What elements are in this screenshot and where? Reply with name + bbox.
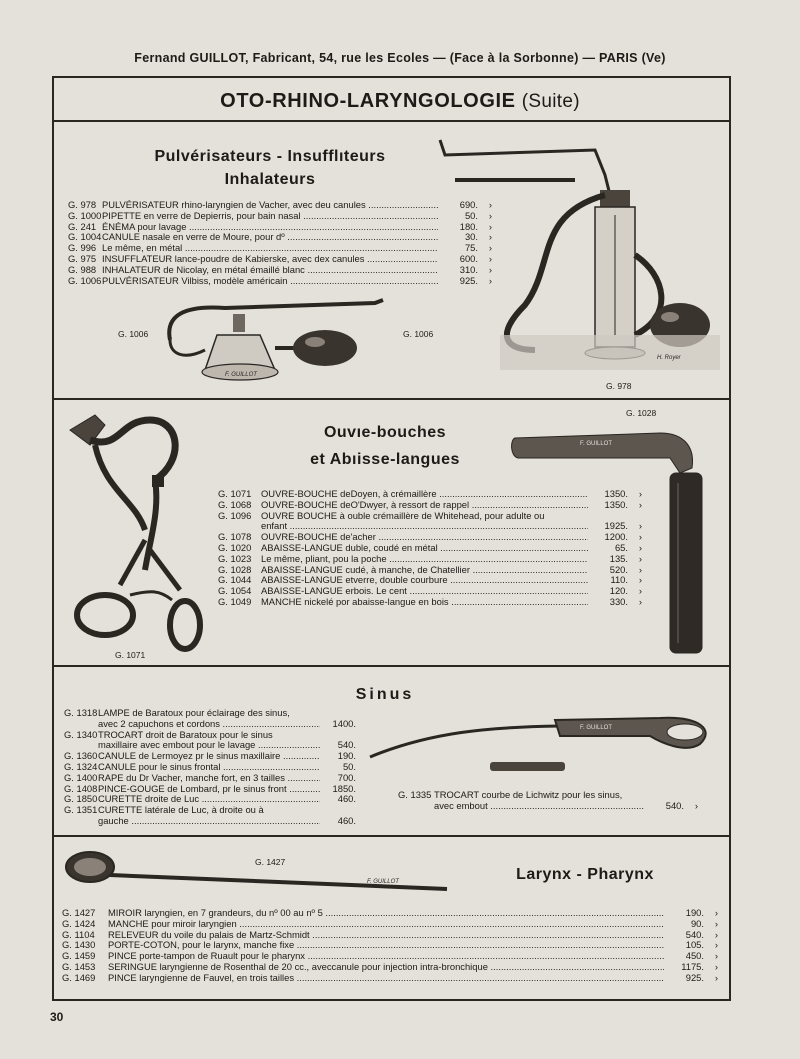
list-item: G. 1078 OUVRE-BOUCHE de'acher ..... 1200. › [218,532,642,543]
divider [52,835,731,837]
list-item: G. 1023 Le même, pliant, pou la poche ..... 135. › [218,554,642,565]
list-item: gauche ..... 460. [64,816,356,827]
mirror-illustration [62,845,452,895]
list-item: G. 1096 OUVRE BOUCHE à ouble crémaillère de Whitehead, pour adulte ou [218,509,545,521]
larynx-list [62,908,718,984]
list-item: G. 1430 PORTE-COTON, pour le larynx, manche fixe ..... 105. › [62,940,718,951]
list-item: G. 1424 MANCHE pour miroir laryngien ..... 90. › [62,919,718,930]
list-item: G. 1054 ABAISSE-LANGUE erbois. Le cent ..... 120. › [218,586,642,597]
trocart-entry [398,790,698,812]
figure-label: G. 1071 [115,650,146,660]
list-item: G. 975 INSUFFLATEUR lance-poudre de Kabierske, avec dex canules ..... 600. › [68,254,492,265]
section-title-larynx: Larynx - Pharynx [516,866,654,883]
list-item: G. 1068 OUVRE-BOUCHE deO'Dwyer, à ressort de rappel ..... 1350. › [218,500,642,511]
list-item: G. 1850 CURETTE droite de Luc ..... 460. [64,794,356,805]
list-item: G. 1006 PULVÉRISATEUR Vilbiss, modèle américain ..... 925. › [68,276,492,287]
list-item: G. 1469 PINCE laryngienne de Fauvel, en trois tailles ..... 925. › [62,973,718,984]
divider [52,665,731,667]
list-item: G. 1408 PINCE-GOUGE de Lombard, pr le sinus front ..... 1850. [64,784,356,795]
list-item: G. 1071 OUVRE-BOUCHE deDoyen, à crémaillère ..... 1350. › [218,489,642,500]
list-item: avec 2 capuchons et cordons ..... 1400. [64,719,356,730]
brand-mark: F. GUILLOT [580,725,613,731]
list-item: G. 1335 TROCART courbe de Lichwitz pour les sinus, [398,789,623,800]
list-item: G. 1028 ABAISSE-LANGUE cudé, à manche, de Chatellier ..... 520. › [218,565,642,576]
list-item: G. 1459 PINCE porte-tampon de Ruault pour le pharynx ..... 450. › [62,951,718,962]
list-item: maxillaire avec embout pour le lavage ..... 540. [64,740,356,751]
page-title-main: OTO-RHINO-LARYNGOLOGIE [220,90,516,112]
figure-label: G. 1427 [255,857,286,867]
sprayer-illustration [165,300,385,385]
list-item: G. 241 ÉNÉMA pour lavage ..... 180. › [68,222,492,233]
list-item: G. 1340 TROCART droit de Baratoux pour le sinus [64,728,273,740]
sinus-list [64,708,356,827]
list-item: avec embout ..... 540. › [398,801,698,812]
list-item: G. 1049 MANCHE nickelé por abaisse-langue en bois ..... 330. › [218,597,642,608]
list-item: G. 1453 SERINGUE laryngienne de Rosenthal de 20 cc., aveccanule pour injection intra-bronchique ..... 1175. › [62,962,718,973]
figure-label: G. 1028 [626,408,657,418]
list-item: G. 1351 CURETTE latérale de Luc, à droite ou à [64,804,264,816]
list-item: G. 988 INHALATEUR de Nicolay, en métal émaillé blanc ..... 310. › [68,265,492,276]
list-item: G. 1004 CANULE nasale en verre de Moure, pour dº ..... 30. › [68,232,492,243]
figure-label: G. 978 [606,381,632,391]
trocart-illustration [370,712,720,787]
divider [52,120,731,122]
list-item: G. 1360 CANULE de Lermoyez pr le sinus maxillaire ..... 190. [64,751,356,762]
list-item: G. 1400 RAPE du Dr Vacher, manche fort, en 3 tailles ..... 700. [64,773,356,784]
section-title-pulverisateurs [115,148,425,189]
list-item: G. 1318 LAMPE de Baratoux pour éclairage des sinus, [64,707,290,718]
section-title-ouvre-bouches [260,424,510,469]
list-item: G. 1020 ABAISSE-LANGUE duble, coudé en métal ..... 65. › [218,543,642,554]
section-title-line: et Abıisse-langues [310,451,460,468]
figure-label: G. 1006 [403,329,434,339]
brand-mark: F. GUILLOT [580,441,613,447]
brand-mark: F. GUILLOT [367,879,399,885]
pulverisateurs-list [68,200,492,286]
list-item: G. 1324 CANULE pour le sinus frontal ..... 50. [64,762,356,773]
list-item: enfant ..... 1925. › [218,521,642,532]
inhalateur-illustration [435,135,725,375]
section-title-line: Pulvérisateurs - Insufflıteurs [154,148,386,165]
page-title [0,90,800,113]
page-header: Fernand GUILLOT, Fabricant, 54, rue les Ecoles — (Face à la Sorbonne) — PARIS (Ve) [134,51,666,65]
mouth-gag-illustration [60,410,220,655]
list-item: G. 1000 PIPETTE en verre de Depierris, pour bain nasal ..... 50. › [68,211,492,222]
list-item: G. 1427 MIROIR laryngien, en 7 grandeurs, du nº 00 au nº 5 ..... 190. › [62,908,718,919]
list-item: G. 996 Le même, en métal ..... 75. › [68,243,492,254]
section-title-sinus: Sinus [355,686,415,703]
list-item: G. 1044 ABAISSE-LANGUE etverre, double courbure ..... 110. › [218,575,642,586]
ouvre-bouches-list [218,489,642,608]
figure-label: G. 1006 [118,329,149,339]
divider [52,398,731,400]
signature: H. Royer [657,355,681,361]
section-title-line: Inhalateurs [224,171,316,188]
list-item: G. 978 PULVÉRISATEUR rhino-laryngien de Vacher, avec deu canules ..... 690. › [68,200,492,211]
page-number: 30 [50,1010,64,1024]
page-title-sub: (Suite) [521,91,580,112]
list-item: G. 1104 RELEVEUR du voile du palais de Martz-Schmidt ..... 540. › [62,930,718,941]
brand-mark: F. GUILLOT [225,372,257,378]
section-title-line: Ouvıe-bouches [323,424,447,441]
